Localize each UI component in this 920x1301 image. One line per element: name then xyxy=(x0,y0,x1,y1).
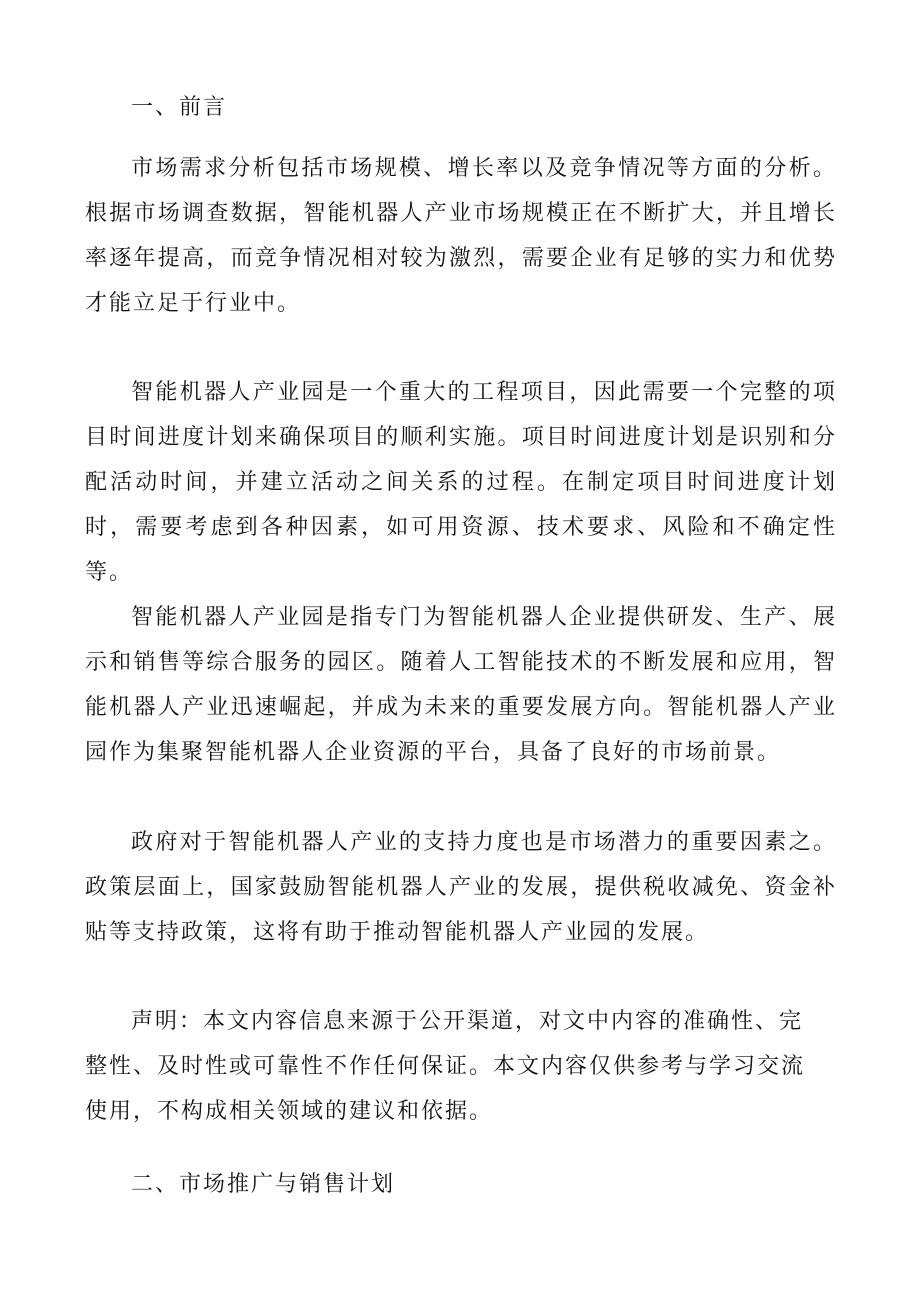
section-heading-marketing-plan: 二、市场推广与销售计划 xyxy=(131,1172,396,1197)
paragraph-park-definition: 智能机器人产业园是指专门为智能机器人企业提供研发、生产、展示和销售等综合服务的园区。随着人工智能技术的不断发展和应用，智能机器人产业迅速崛起，并成为未来的重要发展方向。智能机器人产业园作为集聚智能机器人企业资源的平台，具备了良好的市场前景。 xyxy=(85,605,837,765)
paragraph-government-support: 政府对于智能机器人产业的支持力度也是市场潜力的重要因素之。政策层面上，国家鼓励智能机器人产业的发展，提供税收减免、资金补贴等支持政策，这将有助于推动智能机器人产业园的发展。 xyxy=(85,830,837,945)
disclaimer-notice: 声明：本文内容信息来源于公开渠道，对文中内容的准确性、完整性、及时性或可靠性不作任何保证。本文内容仅供参考与学习交流使用，不构成相关领域的建议和依据。 xyxy=(85,1009,806,1124)
paragraph-market-demand: 市场需求分析包括市场规模、增长率以及竞争情况等方面的分析。根据市场调查数据，智能机器人产业市场规模正在不断扩大，并且增长率逐年提高，而竞争情况相对较为激烈，需要企业有足够的实力和优势才能立足于行业中。 xyxy=(85,156,837,316)
paragraph-project-schedule: 智能机器人产业园是一个重大的工程项目，因此需要一个完整的项目时间进度计划来确保项目的顺利实施。项目时间进度计划是识别和分配活动时间，并建立活动之间关系的过程。在制定项目时间进度计划时，需要考虑到各种因素，如可用资源、技术要求、风险和不确定性等。 xyxy=(85,380,837,585)
section-heading-preface: 一、前言 xyxy=(131,95,228,120)
